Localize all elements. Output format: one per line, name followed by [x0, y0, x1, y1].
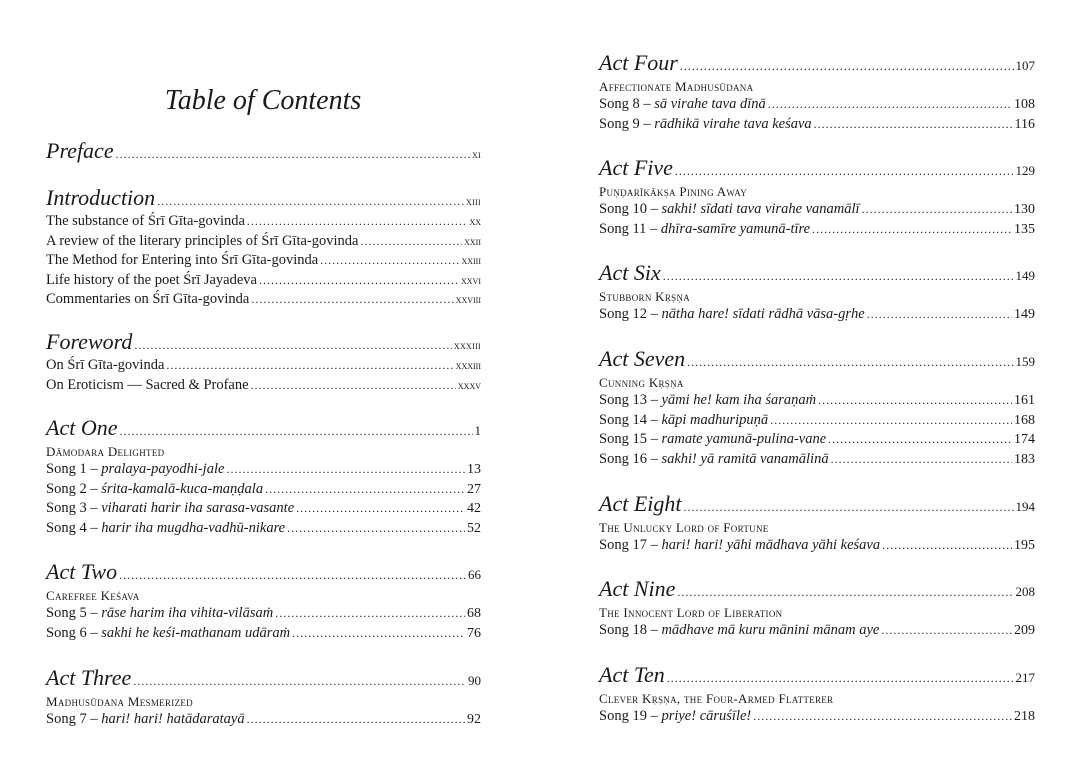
toc-entry[interactable] — [599, 116, 1035, 136]
entry-title — [46, 461, 224, 478]
page-number: 42 — [467, 501, 481, 516]
act-title: Act Six — [599, 260, 661, 285]
entry-title — [599, 96, 766, 113]
song-title: hari! hari! hatādaratayā — [101, 711, 245, 727]
toc-heading[interactable] — [599, 491, 1035, 519]
page-number: 90 — [468, 673, 481, 688]
toc-act-three — [46, 665, 481, 731]
song-number: Song 16 – — [599, 450, 658, 467]
entry-title — [599, 221, 810, 238]
page-number: xxxiii — [453, 338, 481, 352]
toc-heading[interactable] — [599, 662, 1035, 690]
entry-title: Commentaries on Śrī Gīta-govinda — [46, 291, 250, 307]
dot-leader — [768, 97, 1012, 112]
dot-leader — [226, 462, 465, 477]
toc-entry[interactable] — [46, 357, 481, 377]
act-title: Act Nine — [599, 576, 676, 601]
song-number: Song 19 – — [599, 708, 658, 724]
dot-leader — [814, 117, 1013, 132]
dot-leader — [683, 500, 1013, 515]
page-number: 27 — [467, 481, 481, 497]
song-number: Song 11 – — [599, 220, 658, 237]
song-title: sakhi! sīdati tava virahe vanamālī — [661, 201, 860, 217]
page-number: 208 — [1015, 584, 1035, 599]
toc-act-one — [46, 415, 481, 539]
entry-title — [46, 500, 294, 517]
act-title: Act Eight — [599, 491, 682, 516]
page-number: 116 — [1014, 116, 1035, 132]
page-number: xxii — [464, 233, 481, 248]
dot-leader — [770, 413, 1012, 428]
song-number: Song 10 – — [599, 201, 658, 217]
dot-leader — [251, 292, 453, 307]
entry-title — [599, 392, 816, 409]
toc-heading[interactable] — [599, 155, 1035, 183]
toc-heading[interactable] — [46, 559, 481, 587]
song-title: sakhi he keśi-mathanam udāraṁ — [101, 624, 291, 641]
toc-heading[interactable] — [46, 665, 481, 693]
entry-title — [46, 711, 245, 728]
toc-heading[interactable] — [599, 260, 1035, 288]
song-number: Song 2 – — [46, 480, 98, 497]
entry-title — [599, 431, 826, 448]
page-number: 107 — [1015, 58, 1035, 73]
entry-title — [599, 201, 860, 218]
act-title: Act Ten — [599, 662, 665, 687]
dot-leader — [667, 671, 1014, 686]
dot-leader — [882, 538, 1012, 553]
song-title: harir iha mugdha-vadhū-nikare — [101, 519, 286, 536]
act-subtitle: Dāmodara Delighted — [46, 444, 165, 459]
dot-leader — [828, 432, 1012, 447]
page-number: 183 — [1014, 451, 1035, 467]
page-number: 129 — [1015, 163, 1035, 178]
dot-leader — [677, 585, 1013, 600]
section-title: Introduction — [46, 185, 156, 210]
page-number: xxviii — [455, 292, 481, 306]
song-number: Song 4 – — [46, 519, 98, 536]
entry-title — [599, 537, 880, 554]
song-title: hari! hari! yāhi mādhava yāhi keśava — [661, 537, 881, 553]
song-number: Song 5 – — [46, 605, 98, 621]
toc-entry[interactable] — [46, 625, 481, 645]
page-number: xxxiii — [455, 358, 481, 372]
dot-leader — [166, 358, 453, 373]
act-subtitle: Madhusūdana Mesmerized — [46, 694, 193, 709]
page-number: xxvi — [461, 272, 481, 287]
page-number: 149 — [1015, 268, 1035, 283]
song-title: rāse harim iha vihita-vilāsaṁ — [101, 605, 274, 621]
toc-entry[interactable] — [46, 291, 481, 311]
dot-leader — [812, 222, 1012, 237]
song-title: mādhave mā kuru mānini mānam aye — [661, 622, 880, 638]
page-number: xiii — [466, 194, 481, 208]
song-number: Song 7 – — [46, 711, 98, 727]
page-number: xx — [469, 214, 481, 228]
song-title: kāpi madhuripuṇā — [661, 411, 769, 428]
dot-leader — [675, 164, 1014, 179]
dot-leader — [247, 712, 465, 727]
entry-title — [46, 605, 273, 622]
page-number: 1 — [474, 423, 481, 438]
dot-leader — [753, 709, 1012, 724]
song-number: Song 1 – — [46, 461, 98, 477]
toc-entry[interactable] — [599, 412, 1035, 432]
entry-title — [46, 481, 263, 498]
entry-title — [599, 451, 829, 468]
toc-heading[interactable] — [599, 346, 1035, 374]
song-number: Song 17 – — [599, 537, 658, 553]
toc-act-six — [599, 260, 1035, 326]
toc-entry[interactable] — [46, 272, 481, 292]
toc-act-eight — [599, 491, 1035, 557]
toc-heading[interactable] — [46, 185, 481, 213]
act-subtitle: Puṇḍarīkākṣa Pining Away — [599, 184, 747, 199]
act-title: Act Two — [46, 559, 118, 584]
toc-heading[interactable] — [599, 576, 1035, 604]
entry-title — [599, 116, 812, 133]
dot-leader — [247, 214, 468, 229]
act-subtitle: Clever Kṛṣṇa, the Four-Armed Flatterer — [599, 691, 834, 706]
page-number: 161 — [1014, 393, 1035, 408]
page-number: 217 — [1015, 670, 1035, 685]
dot-leader — [687, 355, 1013, 370]
toc-act-nine — [599, 576, 1035, 642]
song-number: Song 14 – — [599, 411, 658, 428]
song-number: Song 12 – — [599, 306, 658, 322]
act-subtitle: Carefree Keśava — [46, 588, 140, 603]
entry-title: The Method for Entering into Śrī Gīta-govinda — [46, 252, 319, 268]
toc-entry[interactable] — [46, 605, 481, 625]
dot-leader — [134, 338, 452, 353]
toc-entry[interactable] — [46, 481, 481, 501]
dot-leader — [296, 501, 465, 516]
song-number: Song 8 – — [599, 96, 651, 112]
page-number: xxxv — [457, 377, 481, 392]
toc-entry[interactable] — [599, 221, 1035, 241]
dot-leader — [157, 194, 464, 209]
toc-heading[interactable] — [46, 138, 481, 166]
page-number: 130 — [1014, 202, 1035, 217]
entry-title — [599, 708, 751, 725]
entry-title — [599, 622, 879, 639]
song-title: priye! cāruśīle! — [661, 708, 752, 724]
song-number: Song 15 – — [599, 431, 658, 447]
toc-entry[interactable] — [46, 500, 481, 520]
dot-leader — [275, 606, 465, 621]
toc-entry[interactable] — [46, 711, 481, 731]
toc-entry[interactable] — [46, 233, 481, 253]
song-title: sā virahe tava dīnā — [654, 96, 766, 112]
toc-section-preface — [46, 138, 481, 166]
act-subtitle: Cunning Kṛṣṇa — [599, 375, 684, 390]
dot-leader — [680, 59, 1014, 74]
toc-act-ten — [599, 662, 1035, 728]
page-number: 108 — [1014, 97, 1035, 112]
dot-leader — [867, 307, 1012, 322]
act-title: Act Three — [46, 665, 132, 690]
toc-entry[interactable] — [599, 622, 1035, 642]
act-title: Act Five — [599, 155, 673, 180]
dot-leader — [119, 568, 466, 583]
toc-act-four — [599, 50, 1035, 135]
dot-leader — [119, 424, 472, 439]
act-subtitle: Stubborn Kṛṣṇa — [599, 289, 691, 304]
song-number: Song 13 – — [599, 392, 658, 408]
entry-title: A review of the literary principles of Śrī Gīta-govinda — [46, 232, 359, 249]
page-number: xxiii — [461, 253, 481, 267]
page-number: 92 — [467, 712, 481, 727]
page-number: 135 — [1014, 221, 1035, 237]
page-number: 13 — [467, 462, 481, 477]
page-number: 159 — [1015, 354, 1035, 369]
act-title: Act One — [46, 415, 118, 440]
entry-title: On Śrī Gīta-govinda — [46, 357, 165, 373]
song-title: pralaya-payodhi-jale — [101, 461, 225, 477]
toc-heading[interactable] — [599, 50, 1035, 78]
entry-title: The substance of Śrī Gīta-govinda — [46, 213, 245, 229]
song-title: nātha hare! sīdati rādhā vāsa-gṛhe — [661, 306, 865, 322]
page-number: 52 — [467, 520, 481, 536]
toc-entry[interactable] — [599, 392, 1035, 412]
song-number: Song 3 – — [46, 500, 98, 516]
page-number: xi — [471, 147, 481, 161]
toc-entry[interactable] — [599, 431, 1035, 451]
song-title: dhīra-samīre yamunā-tīre — [660, 220, 811, 237]
act-title: Act Seven — [599, 346, 686, 371]
dot-leader — [292, 626, 465, 641]
song-title: ramate yamunā-pulina-vane — [661, 431, 827, 447]
toc-entry[interactable] — [599, 451, 1035, 471]
act-title: Act Four — [599, 50, 678, 75]
act-subtitle: The Unlucky Lord of Fortune — [599, 520, 769, 535]
toc-entry[interactable] — [599, 306, 1035, 326]
song-number: Song 6 – — [46, 624, 98, 641]
toc-entry[interactable] — [599, 708, 1035, 728]
toc-act-seven — [599, 346, 1035, 470]
page-number: 68 — [467, 606, 481, 621]
toc-act-five — [599, 155, 1035, 240]
toc-section-introduction — [46, 185, 481, 311]
page-title: Table of Contents — [164, 85, 362, 116]
dot-leader — [881, 623, 1012, 638]
dot-leader — [116, 147, 470, 162]
dot-leader — [259, 273, 459, 288]
dot-leader — [320, 253, 459, 268]
toc-entry[interactable] — [599, 537, 1035, 557]
act-subtitle: The Innocent Lord of Liberation — [599, 605, 783, 620]
toc-entry[interactable] — [46, 252, 481, 272]
dot-leader — [265, 482, 465, 497]
toc-heading[interactable] — [46, 329, 481, 357]
dot-leader — [360, 234, 462, 249]
dot-leader — [831, 452, 1012, 467]
page-number: 174 — [1014, 432, 1035, 447]
entry-title: Life history of the poet Śrī Jayadeva — [46, 271, 257, 288]
entry-title — [599, 306, 865, 323]
song-title: rādhikā virahe tava keśava — [654, 115, 812, 132]
song-title: śrita-kamalā-kuca-maṇḍala — [101, 480, 264, 497]
act-subtitle: Affectionate Madhusūdana — [599, 79, 754, 94]
page-number: 209 — [1014, 623, 1035, 638]
dot-leader — [251, 378, 456, 393]
toc-entry[interactable] — [599, 96, 1035, 116]
song-title: yāmi he! kam iha śaraṇaṁ — [661, 392, 817, 408]
page-number: 76 — [467, 625, 481, 641]
dot-leader — [287, 521, 465, 536]
section-title: Preface — [46, 138, 114, 163]
page-number: 168 — [1014, 412, 1035, 428]
entry-title: On Eroticism — Sacred & Profane — [46, 376, 249, 393]
page-number: 149 — [1014, 307, 1035, 322]
dot-leader — [133, 674, 466, 689]
toc-entry[interactable] — [46, 461, 481, 481]
song-title: sakhi! yā ramitā vanamālinā — [661, 450, 829, 467]
toc-entry[interactable] — [46, 520, 481, 540]
song-title: viharati harir iha sarasa-vasante — [101, 500, 295, 516]
section-title: Foreword — [46, 329, 133, 354]
toc-heading[interactable] — [46, 415, 481, 443]
page-number: 194 — [1015, 499, 1035, 514]
entry-title — [599, 412, 768, 429]
toc-entry[interactable] — [599, 201, 1035, 221]
entry-title — [46, 625, 290, 642]
page-number: 195 — [1014, 538, 1035, 553]
entry-title — [46, 520, 285, 537]
page-number: 218 — [1014, 709, 1035, 724]
dot-leader — [663, 269, 1014, 284]
toc-act-two — [46, 559, 481, 644]
toc-entry[interactable] — [46, 377, 481, 397]
dot-leader — [818, 393, 1012, 408]
toc-entry[interactable] — [46, 213, 481, 233]
page-number: 66 — [468, 567, 481, 582]
toc-section-foreword — [46, 329, 481, 396]
song-number: Song 9 – — [599, 115, 651, 132]
dot-leader — [862, 202, 1012, 217]
song-number: Song 18 – — [599, 622, 658, 638]
